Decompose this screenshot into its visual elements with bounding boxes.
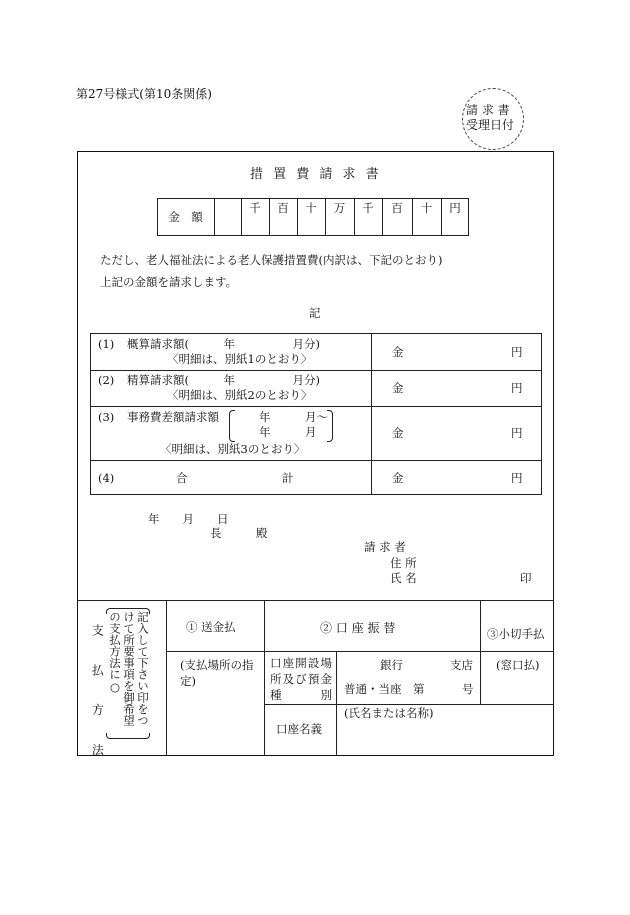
addressee: 長 殿	[210, 526, 268, 540]
claimant-role: 請 求 者	[364, 540, 406, 554]
item2-no: (2)	[98, 373, 115, 387]
holder-note: (氏名または名称)	[344, 706, 434, 720]
item3-no: (3)	[98, 410, 115, 424]
unit-juu: 十	[305, 201, 317, 215]
item3-sub: 〈明細は、別紙3のとおり〉	[160, 442, 306, 456]
unit-juu-2: 十	[420, 201, 433, 215]
form-number: 第27号様式(第10条関係)	[76, 87, 212, 101]
payment-instruction: 記入して下さい印をつけて所要事項を御希望の支払方法に○	[108, 611, 150, 726]
item3-period2: 年 月	[259, 425, 317, 439]
unit-en: 円	[449, 201, 461, 215]
account-kind: 普通・当座 第	[344, 682, 425, 696]
unit-hyaku-2: 百	[391, 201, 403, 215]
right-bracket	[327, 410, 333, 442]
item4-no: (4)	[98, 471, 115, 485]
stamp-line1: 請 求 書	[466, 103, 510, 117]
item4-en: 円	[511, 471, 523, 485]
opt3-label[interactable]: ③小切手払	[487, 627, 545, 641]
opt3-note: (窓口払)	[496, 658, 540, 672]
claimant-name: 氏 名	[390, 571, 417, 585]
item1-sub: 〈明細は、別紙1のとおり〉	[167, 352, 313, 366]
item3-label: 事務費差額請求額	[127, 410, 219, 424]
date-line: 年 月 日	[148, 512, 229, 526]
unit-hyaku: 百	[277, 201, 289, 215]
ki-mark: 記	[309, 306, 321, 320]
amount-label: 金 額	[168, 210, 203, 224]
left-bracket	[229, 410, 235, 442]
branch-label: 支店	[450, 658, 473, 672]
item1-kin: 金	[392, 345, 404, 359]
item1-no: (1)	[98, 337, 115, 351]
opt1-label[interactable]: ① 送金払	[186, 620, 236, 634]
item2-kin: 金	[392, 381, 404, 395]
account-type-label: 口座開設場所及び預金種別	[270, 656, 332, 702]
holder-label: 口座名義	[276, 722, 322, 736]
item4-label: 合	[176, 471, 188, 485]
bank-label: 銀行	[380, 658, 403, 672]
item2-sub: 〈明細は、別紙2のとおり〉	[167, 388, 313, 402]
stamp-line2: 受理日付	[466, 118, 515, 132]
payment-method-label: 支 払 方 法	[90, 624, 105, 768]
item3-en: 円	[511, 426, 523, 440]
opt2-label[interactable]: ② 口 座 振 替	[320, 621, 396, 635]
form-title: 措 置 費 請 求 書	[250, 167, 382, 182]
item1-en: 円	[511, 345, 523, 359]
item3-period1: 年 月〜	[259, 410, 328, 424]
unit-sen-2: 千	[362, 201, 374, 215]
item1-label: 概算請求額( 年 月分)	[127, 337, 320, 351]
claimant-address: 住 所	[390, 556, 417, 570]
intro-line2: 上記の金額を請求します。	[100, 275, 238, 289]
intro-line1: ただし、老人福祉法による老人保護措置費(内訳は、下記のとおり)	[100, 253, 443, 267]
account-no-suffix: 号	[462, 682, 474, 696]
item4-kin: 金	[392, 471, 404, 485]
item4-label2: 計	[282, 471, 294, 485]
seal-mark: 印	[520, 571, 532, 585]
unit-man: 万	[333, 201, 346, 215]
item2-en: 円	[511, 381, 523, 395]
item2-label: 精算請求額( 年 月分)	[127, 373, 320, 387]
item3-kin: 金	[392, 426, 404, 440]
unit-sen: 千	[249, 201, 261, 215]
opt1-note: (支払場所の指定)	[180, 658, 254, 688]
